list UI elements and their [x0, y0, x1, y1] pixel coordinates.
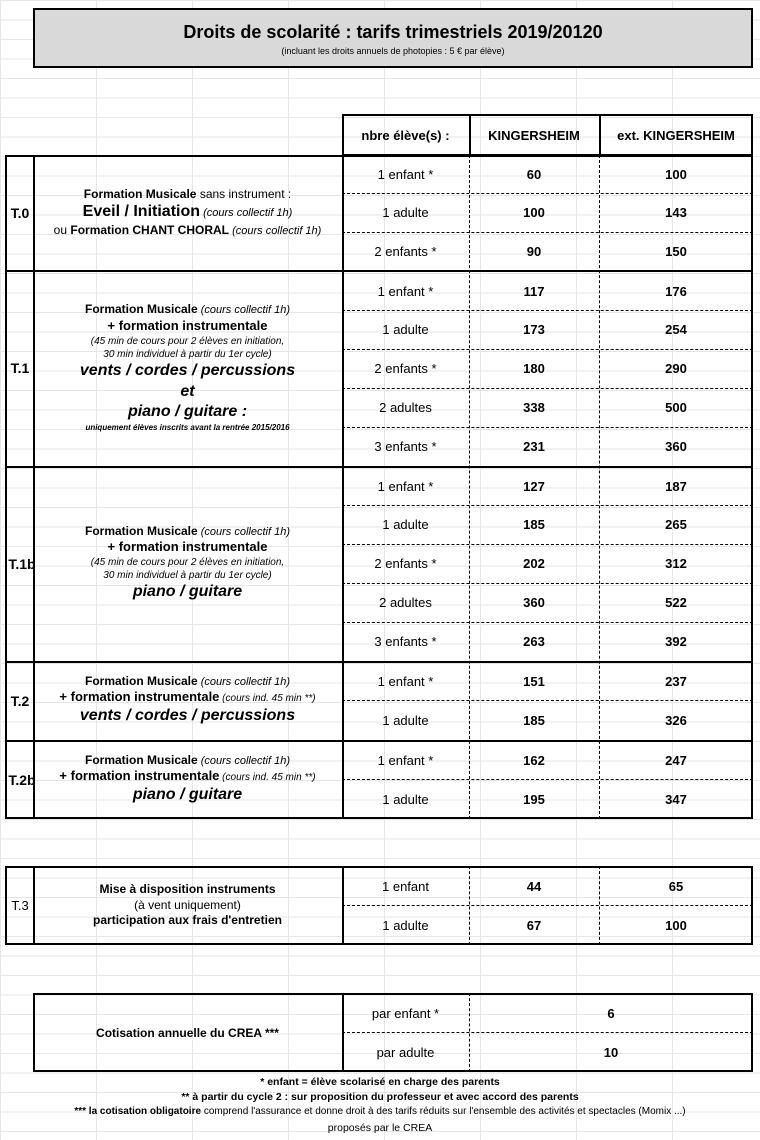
tier-code-t1b: T.1b — [8, 555, 36, 572]
tier-code-t0: T.0 — [10, 204, 30, 221]
t1b-row-ext: 265 — [665, 517, 687, 532]
page-title: Droits de scolarité : tarifs trimestriels 2019/20120 — [183, 22, 603, 42]
t1-row-kingersheim: 117 — [523, 283, 545, 299]
crea-row-value: 10 — [603, 1044, 619, 1060]
t2-row-kingersheim: 151 — [523, 674, 545, 689]
t1-row-label: 3 enfants * — [374, 439, 437, 454]
t0-row-label: 2 enfants * — [374, 243, 437, 259]
column-header-ext-kingersheim: ext. KINGERSHEIM — [617, 127, 735, 143]
t1b-row-label: 2 adultes — [379, 595, 432, 610]
t1b-row-kingersheim: 185 — [523, 517, 545, 532]
t0-row-kingersheim: 60 — [526, 166, 542, 182]
t1b-row-label: 1 enfant * — [377, 479, 434, 494]
t3-row-label: 1 enfant — [382, 879, 429, 894]
t2b-row-ext: 247 — [665, 753, 687, 768]
t0-row-ext: 143 — [665, 205, 687, 220]
t1b-row-kingersheim: 263 — [523, 634, 545, 649]
t1-row-label: 2 adultes — [379, 400, 432, 415]
t0-row-ext: 100 — [665, 166, 687, 182]
footnote-2: ** à partir du cycle 2 : sur proposition du professeur et avec accord des parents — [181, 1091, 579, 1103]
t2b-row-label: 1 adulte — [382, 791, 429, 807]
t1-row-label: 2 enfants * — [374, 361, 437, 376]
t1-row-label: 1 adulte — [382, 322, 429, 337]
t2-row-label: 1 adulte — [382, 712, 429, 728]
footnote-4: proposés par le CREA — [327, 1122, 433, 1134]
t1b-row-ext: 392 — [665, 634, 687, 649]
t2-row-label: 1 enfant * — [377, 674, 434, 689]
t3-row-ext: 65 — [668, 879, 684, 894]
t1-row-kingersheim: 338 — [523, 400, 545, 415]
t1-row-kingersheim: 231 — [523, 439, 545, 454]
t2-row-ext: 326 — [665, 712, 687, 728]
t3-row-label: 1 adulte — [382, 917, 429, 933]
tier-description-t0: Formation Musicale sans instrument : Eveil / Initiation (cours collectif 1h) ou Formation CHANT CHORAL (cours collectif 1h) — [53, 186, 322, 237]
t3-row-ext: 100 — [665, 917, 687, 933]
t2b-row-ext: 347 — [665, 791, 687, 807]
crea-row-value: 6 — [607, 1006, 615, 1021]
tier-code-t3: T.3 — [11, 898, 29, 913]
tier-code-t1: T.1 — [10, 360, 30, 376]
tier-code-t2b: T.2b — [8, 771, 36, 788]
t1b-row-label: 2 enfants * — [374, 556, 437, 571]
t3-row-kingersheim: 44 — [526, 879, 542, 894]
page-subtitle: (incluant les droits annuels de photopies : 5 € par élève) — [281, 46, 505, 56]
t1-row-ext: 360 — [665, 439, 687, 454]
t1-row-ext: 254 — [665, 322, 687, 337]
t2-row-ext: 237 — [665, 674, 687, 689]
page-header — [33, 8, 753, 68]
tier-description-t2: Formation Musicale (cours collectif 1h) + formation instrumentale (cours ind. 45 min **) vents / cordes / percussions — [59, 673, 316, 725]
t0-row-label: 1 enfant * — [377, 166, 434, 182]
t0-row-label: 1 adulte — [382, 205, 429, 220]
t1-row-kingersheim: 173 — [523, 322, 545, 337]
tier-description-t3: Mise à disposition instruments (à vent uniquement) participation aux frais d'entretien — [93, 882, 282, 928]
t1-row-ext: 500 — [665, 400, 687, 415]
t2-row-kingersheim: 185 — [523, 712, 545, 728]
tier-description-t1: Formation Musicale (cours collectif 1h) + formation instrumentale (45 min de cours pour 2 élèves en initiation, 30 min individuel à partir du 1er cycle) vents / cordes / percussions et piano / guitare : uniquement élèves inscrits avant la rentrée 2015/2016 — [79, 302, 296, 433]
t1b-row-kingersheim: 360 — [523, 595, 545, 610]
t1b-row-ext: 187 — [665, 479, 687, 494]
t1b-row-label: 1 adulte — [382, 517, 429, 532]
crea-label: Cotisation annuelle du CREA *** — [96, 1025, 279, 1040]
t2b-row-kingersheim: 162 — [523, 753, 545, 768]
column-header-count: nbre élève(s) : — [361, 127, 450, 143]
t1-row-ext: 290 — [665, 361, 687, 376]
tier-description-t1b: Formation Musicale (cours collectif 1h) + formation instrumentale (45 min de cours pour 2 élèves en initiation, 30 min individuel à partir du 1er cycle) piano / guitare — [85, 523, 290, 601]
t0-row-ext: 150 — [665, 243, 687, 259]
t0-row-kingersheim: 90 — [526, 243, 542, 259]
crea-row-label: par adulte — [376, 1044, 435, 1060]
footnote-3: *** la cotisation obligatoire comprend l'assurance et donne droit à des tarifs réduits sur l'ensemble des activités et spectacles (Momix ...) — [74, 1106, 686, 1117]
t1b-row-ext: 312 — [665, 556, 687, 571]
t1b-row-kingersheim: 127 — [523, 479, 545, 494]
t1-row-ext: 176 — [665, 283, 687, 299]
t0-row-kingersheim: 100 — [523, 205, 545, 220]
crea-row-label: par enfant * — [371, 1006, 440, 1021]
t2b-row-kingersheim: 195 — [523, 791, 545, 807]
t1b-row-label: 3 enfants * — [374, 634, 437, 649]
footnote-1: * enfant = élève scolarisé en charge des parents — [260, 1076, 500, 1088]
column-header-kingersheim: KINGERSHEIM — [488, 127, 580, 143]
t2b-row-label: 1 enfant * — [377, 753, 434, 768]
t1b-row-kingersheim: 202 — [523, 556, 545, 571]
t3-row-kingersheim: 67 — [526, 917, 542, 933]
t1b-row-ext: 522 — [665, 595, 687, 610]
tier-description-t2b: Formation Musicale (cours collectif 1h) + formation instrumentale (cours ind. 45 min **) piano / guitare — [59, 752, 316, 804]
t1-row-label: 1 enfant * — [377, 283, 434, 299]
t1-row-kingersheim: 180 — [523, 361, 545, 376]
tier-code-t2: T.2 — [10, 692, 30, 709]
